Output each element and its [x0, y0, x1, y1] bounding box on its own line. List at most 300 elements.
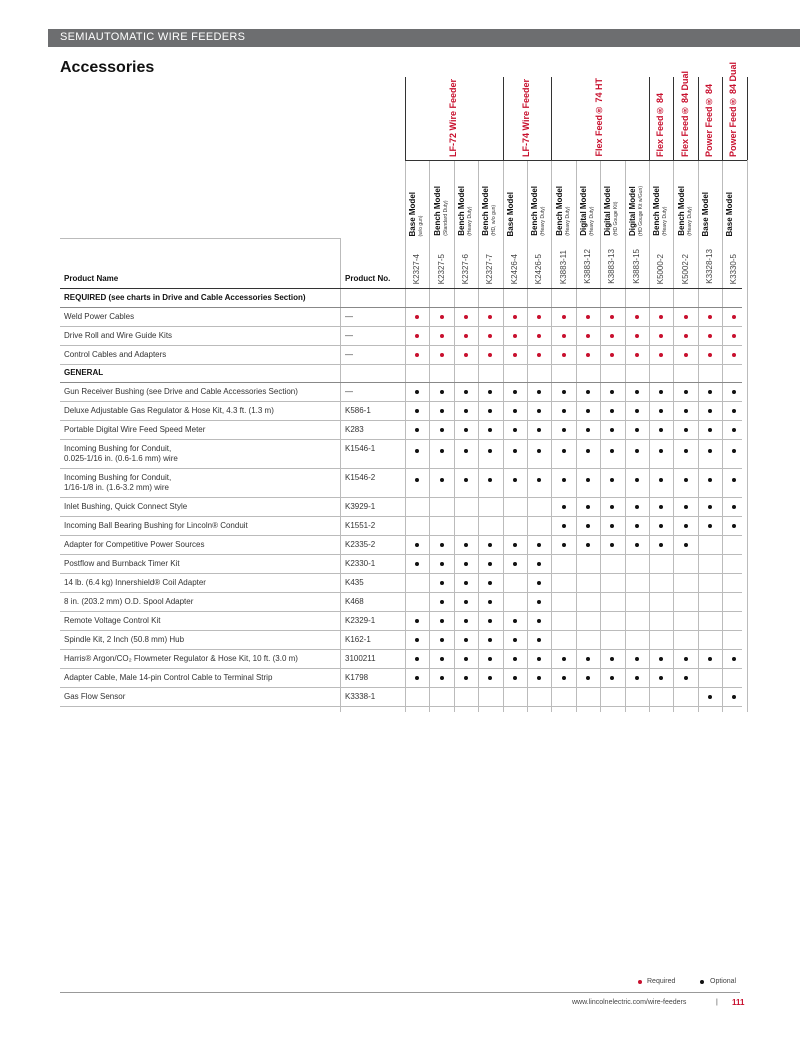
optional-dot	[464, 676, 468, 680]
optional-dot	[537, 428, 541, 432]
row-product-number: K283	[345, 425, 364, 434]
group-label: Flex Feed® 84 Dual	[679, 70, 690, 157]
optional-dot	[488, 449, 492, 453]
name-column-divider	[340, 238, 341, 712]
required-dot	[488, 353, 492, 357]
model-subtitle: (w/o gun)	[418, 215, 425, 236]
optional-dot	[708, 449, 712, 453]
required-dot	[488, 334, 492, 338]
optional-dot	[610, 657, 614, 661]
model-name: Digital Model	[579, 186, 588, 236]
optional-dot	[635, 543, 639, 547]
model-product-number: K3883-12	[583, 249, 592, 284]
row-product-number: K1546-1	[345, 444, 376, 453]
optional-dot	[415, 619, 419, 623]
row-label: Weld Power Cables	[64, 312, 135, 321]
model-subtitle: (Heavy Duty)	[686, 206, 693, 236]
model-name: Bench Model	[432, 186, 442, 236]
optional-dot	[488, 390, 492, 394]
optional-dot	[440, 543, 444, 547]
optional-dot	[440, 600, 444, 604]
optional-dot	[415, 449, 419, 453]
optional-dot	[708, 390, 712, 394]
optional-dot	[708, 524, 712, 528]
row-divider	[60, 345, 742, 346]
group-label: Flex Feed® 84	[655, 92, 666, 157]
optional-dot	[562, 409, 566, 413]
optional-dot	[537, 619, 541, 623]
model-label	[629, 186, 645, 236]
section-title: SEMIAUTOMATIC WIRE FEEDERS	[60, 31, 246, 43]
optional-dot	[415, 409, 419, 413]
required-dot	[586, 334, 590, 338]
model-product-number: K2327-7	[485, 253, 495, 284]
row-product-number: K162-1	[345, 635, 371, 644]
column-divider	[747, 160, 748, 712]
model-product-number: K5000-2	[656, 253, 666, 284]
optional-dot	[513, 562, 517, 566]
required-dot	[732, 315, 736, 319]
page-title: Accessories	[60, 59, 155, 76]
row-divider	[60, 668, 742, 669]
optional-dot	[586, 657, 590, 661]
row-label: Adapter Cable, Male 14-pin Control Cable to Terminal Strip	[64, 673, 273, 682]
required-dot	[537, 315, 541, 319]
optional-dot	[513, 390, 517, 394]
optional-dot	[659, 657, 663, 661]
optional-dot	[732, 409, 736, 413]
optional-dot	[464, 409, 468, 413]
optional-dot	[684, 524, 688, 528]
optional-dot	[635, 676, 639, 680]
model-name: Base Model	[725, 191, 735, 236]
row-divider	[60, 401, 742, 402]
required-dot	[440, 334, 444, 338]
optional-dot	[440, 390, 444, 394]
required-dot	[610, 353, 614, 357]
section-banner	[48, 29, 800, 47]
optional-dot	[610, 449, 614, 453]
optional-dot	[635, 657, 639, 661]
optional-dot	[610, 676, 614, 680]
row-label: Incoming Bushing for Conduit,	[64, 444, 172, 453]
optional-dot	[488, 409, 492, 413]
required-dot	[684, 334, 688, 338]
model-product-number: K2426-5	[534, 253, 544, 284]
required-dot	[586, 315, 590, 319]
optional-dot	[586, 543, 590, 547]
optional-dot	[635, 390, 639, 394]
footer-separator: |	[716, 999, 718, 1006]
optional-dot	[732, 505, 736, 509]
header-baseline	[60, 288, 742, 289]
model-product-number: K2426-4	[509, 253, 519, 284]
required-dot	[562, 315, 566, 319]
optional-dot	[537, 600, 541, 604]
optional-dot	[610, 505, 614, 509]
optional-dot	[513, 543, 517, 547]
row-label: Spindle Kit, 2 Inch (50.8 mm) Hub	[64, 635, 185, 644]
optional-dot	[562, 524, 566, 528]
optional-dot	[440, 428, 444, 432]
optional-dot	[537, 390, 541, 394]
optional-dot	[610, 543, 614, 547]
optional-dot	[464, 657, 468, 661]
row-divider	[60, 468, 742, 469]
required-dot	[708, 334, 712, 338]
optional-dot	[464, 390, 468, 394]
row-product-number: K2335-2	[345, 540, 376, 549]
optional-dot	[513, 449, 517, 453]
group-label: Flex Feed® 74 HT	[594, 78, 605, 157]
row-label: 14 lb. (6.4 kg) Innershield® Coil Adapter	[64, 578, 206, 587]
model-label	[653, 186, 669, 236]
required-dot	[464, 334, 468, 338]
row-label: Incoming Ball Bearing Bushing for Lincoln® Conduit	[64, 521, 248, 530]
optional-dot	[562, 428, 566, 432]
row-divider	[60, 420, 742, 421]
optional-dot	[562, 390, 566, 394]
row-label-line2: 1/16-1/8 in. (1.6-3.2 mm) wire	[64, 483, 169, 492]
optional-dot	[684, 676, 688, 680]
footer-url: www.lincolnelectric.com/wire-feeders	[572, 999, 687, 1006]
optional-dot	[684, 390, 688, 394]
group-divider	[503, 77, 504, 160]
optional-dot	[659, 478, 663, 482]
model-name: Bench Model	[676, 186, 686, 236]
row-label: Inlet Bushing, Quick Connect Style	[64, 502, 188, 511]
optional-dot	[488, 562, 492, 566]
model-name: Base Model	[408, 191, 418, 236]
model-product-number: K3330-5	[729, 253, 739, 284]
optional-dot	[513, 619, 517, 623]
model-product-number: K2327-6	[461, 253, 470, 284]
optional-dot	[732, 428, 736, 432]
model-subtitle: (Heavy Duty)	[589, 206, 595, 236]
optional-dot	[562, 505, 566, 509]
optional-dot	[513, 428, 517, 432]
optional-dot	[610, 409, 614, 413]
model-product-number: K3883-15	[631, 249, 641, 284]
optional-dot	[513, 478, 517, 482]
optional-dot	[464, 543, 468, 547]
row-product-number: K3929-1	[345, 502, 376, 511]
optional-dot	[586, 478, 590, 482]
required-dot	[708, 353, 712, 357]
optional-dot	[684, 478, 688, 482]
legend-optional: Optional	[710, 978, 737, 985]
optional-dot	[513, 676, 517, 680]
model-product-number: K2327-4	[412, 253, 422, 284]
section-divider	[60, 307, 742, 308]
optional-dot	[684, 449, 688, 453]
group-label: LF-74 Wire Feeder	[521, 79, 531, 157]
optional-dot	[610, 390, 614, 394]
optional-dot	[635, 409, 639, 413]
row-product-number: K1798	[345, 673, 369, 682]
optional-legend-dot	[700, 980, 704, 984]
optional-dot	[684, 657, 688, 661]
required-legend-dot	[638, 980, 642, 984]
model-label	[507, 192, 515, 236]
row-label-line2: 0.025-1/16 in. (0.6-1.6 mm) wire	[64, 454, 178, 463]
optional-dot	[732, 390, 736, 394]
model-name: Base Model	[701, 191, 710, 236]
model-product-number: K2327-5	[436, 253, 446, 284]
row-divider	[60, 516, 742, 517]
row-product-number: —	[345, 331, 353, 340]
required-dot	[708, 315, 712, 319]
required-dot	[562, 334, 566, 338]
model-label	[434, 186, 450, 236]
model-subtitle: (HD Gouge Kit)	[613, 201, 620, 236]
optional-dot	[440, 409, 444, 413]
row-label: Remote Voltage Control Kit	[64, 616, 161, 625]
model-name: Digital Model	[603, 186, 613, 236]
optional-dot	[513, 409, 517, 413]
optional-dot	[537, 676, 541, 680]
row-divider	[60, 554, 742, 555]
optional-dot	[586, 676, 590, 680]
row-product-number: K468	[345, 597, 364, 606]
optional-dot	[513, 657, 517, 661]
optional-dot	[708, 695, 712, 699]
required-dot	[586, 353, 590, 357]
model-label	[702, 192, 710, 236]
optional-dot	[537, 638, 541, 642]
optional-dot	[562, 543, 566, 547]
optional-dot	[537, 478, 541, 482]
optional-dot	[513, 638, 517, 642]
group-divider	[698, 77, 699, 160]
required-dot	[635, 353, 639, 357]
row-label: Adapter for Competitive Power Sources	[64, 540, 205, 549]
required-dot	[415, 315, 419, 319]
model-name: Bench Model	[652, 186, 662, 236]
optional-dot	[732, 695, 736, 699]
optional-dot	[610, 428, 614, 432]
group-divider	[649, 77, 650, 160]
optional-dot	[708, 505, 712, 509]
optional-dot	[708, 428, 712, 432]
model-name: Bench Model	[457, 186, 466, 236]
required-dot	[537, 353, 541, 357]
row-label: Deluxe Adjustable Gas Regulator & Hose Kit, 4.3 ft. (1.3 m)	[64, 406, 274, 415]
product-name-header: Product Name	[64, 274, 119, 283]
optional-dot	[635, 449, 639, 453]
optional-dot	[415, 428, 419, 432]
group-divider	[747, 77, 748, 160]
optional-dot	[488, 581, 492, 585]
optional-dot	[537, 449, 541, 453]
optional-dot	[440, 638, 444, 642]
optional-dot	[732, 657, 736, 661]
optional-dot	[415, 638, 419, 642]
required-dot	[659, 353, 663, 357]
optional-dot	[440, 581, 444, 585]
row-divider	[60, 326, 742, 327]
row-label: Incoming Bushing for Conduit,	[64, 473, 172, 482]
model-name: Base Model	[505, 191, 515, 236]
optional-dot	[562, 478, 566, 482]
optional-dot	[586, 505, 590, 509]
optional-dot	[415, 562, 419, 566]
row-label: Gas Flow Sensor	[64, 692, 126, 701]
section-title: GENERAL	[64, 368, 104, 377]
optional-dot	[415, 657, 419, 661]
required-dot	[610, 334, 614, 338]
model-label	[482, 186, 498, 236]
optional-dot	[586, 524, 590, 528]
model-subtitle: (HD, w/o gun)	[491, 205, 498, 236]
row-product-number: —	[345, 387, 353, 396]
required-dot	[537, 334, 541, 338]
optional-dot	[464, 600, 468, 604]
optional-dot	[537, 409, 541, 413]
row-product-number: K1551-2	[345, 521, 376, 530]
row-divider	[60, 630, 742, 631]
group-label: LF-72 Wire Feeder	[447, 79, 458, 157]
optional-dot	[464, 562, 468, 566]
optional-dot	[708, 478, 712, 482]
model-product-number: K3883-11	[558, 249, 568, 284]
model-label	[458, 186, 474, 236]
optional-dot	[415, 676, 419, 680]
required-dot	[732, 353, 736, 357]
group-divider	[551, 77, 552, 160]
optional-dot	[488, 478, 492, 482]
row-divider	[60, 611, 742, 612]
optional-dot	[415, 543, 419, 547]
model-label	[531, 186, 547, 236]
optional-dot	[659, 428, 663, 432]
optional-dot	[464, 428, 468, 432]
model-label	[678, 186, 694, 236]
section-title: REQUIRED (see charts in Drive and Cable Accessories Section)	[64, 293, 306, 302]
optional-dot	[610, 524, 614, 528]
optional-dot	[464, 638, 468, 642]
optional-dot	[562, 657, 566, 661]
row-divider	[60, 649, 742, 650]
optional-dot	[488, 638, 492, 642]
model-subtitle: (Heavy Duty)	[564, 206, 571, 236]
optional-dot	[440, 676, 444, 680]
required-dot	[684, 315, 688, 319]
row-label: Drive Roll and Wire Guide Kits	[64, 331, 173, 340]
row-divider	[60, 706, 742, 707]
required-dot	[440, 315, 444, 319]
optional-dot	[684, 428, 688, 432]
row-label: Portable Digital Wire Feed Speed Meter	[64, 425, 206, 434]
row-product-number: K435	[345, 578, 364, 587]
row-product-number: 3100211	[345, 654, 376, 663]
required-dot	[464, 353, 468, 357]
model-subtitle: (HD Gouge Kit w/Gun)	[637, 185, 644, 236]
model-subtitle: (Heavy Duty)	[540, 206, 547, 236]
model-label	[409, 192, 425, 236]
group-divider	[722, 77, 723, 160]
required-dot	[659, 315, 663, 319]
optional-dot	[708, 409, 712, 413]
optional-dot	[684, 409, 688, 413]
required-dot	[513, 334, 517, 338]
required-dot	[635, 334, 639, 338]
optional-dot	[659, 524, 663, 528]
required-dot	[415, 334, 419, 338]
optional-dot	[610, 478, 614, 482]
row-label: Postflow and Burnback Timer Kit	[64, 559, 180, 568]
optional-dot	[488, 600, 492, 604]
required-dot	[562, 353, 566, 357]
optional-dot	[586, 428, 590, 432]
footer-divider	[60, 992, 740, 993]
optional-dot	[537, 562, 541, 566]
optional-dot	[635, 524, 639, 528]
optional-dot	[659, 390, 663, 394]
optional-dot	[659, 543, 663, 547]
legend-required: Required	[647, 978, 676, 985]
model-name: Bench Model	[554, 186, 564, 236]
model-name: Bench Model	[481, 186, 491, 236]
optional-dot	[732, 449, 736, 453]
model-label	[556, 186, 572, 236]
model-subtitle: (Heavy Duty)	[662, 206, 669, 236]
optional-dot	[537, 657, 541, 661]
model-subtitle: (Heavy Duty)	[467, 206, 473, 236]
model-name: Bench Model	[530, 186, 540, 236]
group-label: Power Feed® 84 Dual	[728, 61, 739, 157]
row-divider	[60, 535, 742, 536]
product-no-header: Product No.	[345, 274, 391, 283]
required-dot	[415, 353, 419, 357]
row-product-number: —	[345, 350, 353, 359]
optional-dot	[440, 619, 444, 623]
group-divider	[673, 77, 674, 160]
row-product-number: K586-1	[345, 406, 371, 415]
model-name: Digital Model	[627, 186, 637, 236]
row-label: Gun Receiver Bushing (see Drive and Cable Accessories Section)	[64, 387, 298, 396]
optional-dot	[562, 449, 566, 453]
optional-dot	[659, 449, 663, 453]
model-product-number: K3883-13	[607, 249, 617, 284]
optional-dot	[464, 449, 468, 453]
optional-dot	[488, 619, 492, 623]
optional-dot	[659, 676, 663, 680]
required-dot	[732, 334, 736, 338]
row-product-number: K2329-1	[345, 616, 376, 625]
row-product-number: K3338-1	[345, 692, 376, 701]
optional-dot	[732, 478, 736, 482]
optional-dot	[488, 676, 492, 680]
required-dot	[513, 353, 517, 357]
model-product-number: K3328-13	[705, 249, 714, 284]
optional-dot	[586, 390, 590, 394]
optional-dot	[732, 524, 736, 528]
page-number: 111	[732, 998, 745, 1007]
required-dot	[684, 353, 688, 357]
required-dot	[659, 334, 663, 338]
required-dot	[513, 315, 517, 319]
optional-dot	[440, 478, 444, 482]
row-product-number: K1546-2	[345, 473, 376, 482]
optional-dot	[488, 543, 492, 547]
model-label	[580, 186, 596, 236]
row-divider	[60, 687, 742, 688]
optional-dot	[635, 428, 639, 432]
row-divider	[60, 364, 742, 365]
required-dot	[464, 315, 468, 319]
model-label	[604, 186, 620, 236]
